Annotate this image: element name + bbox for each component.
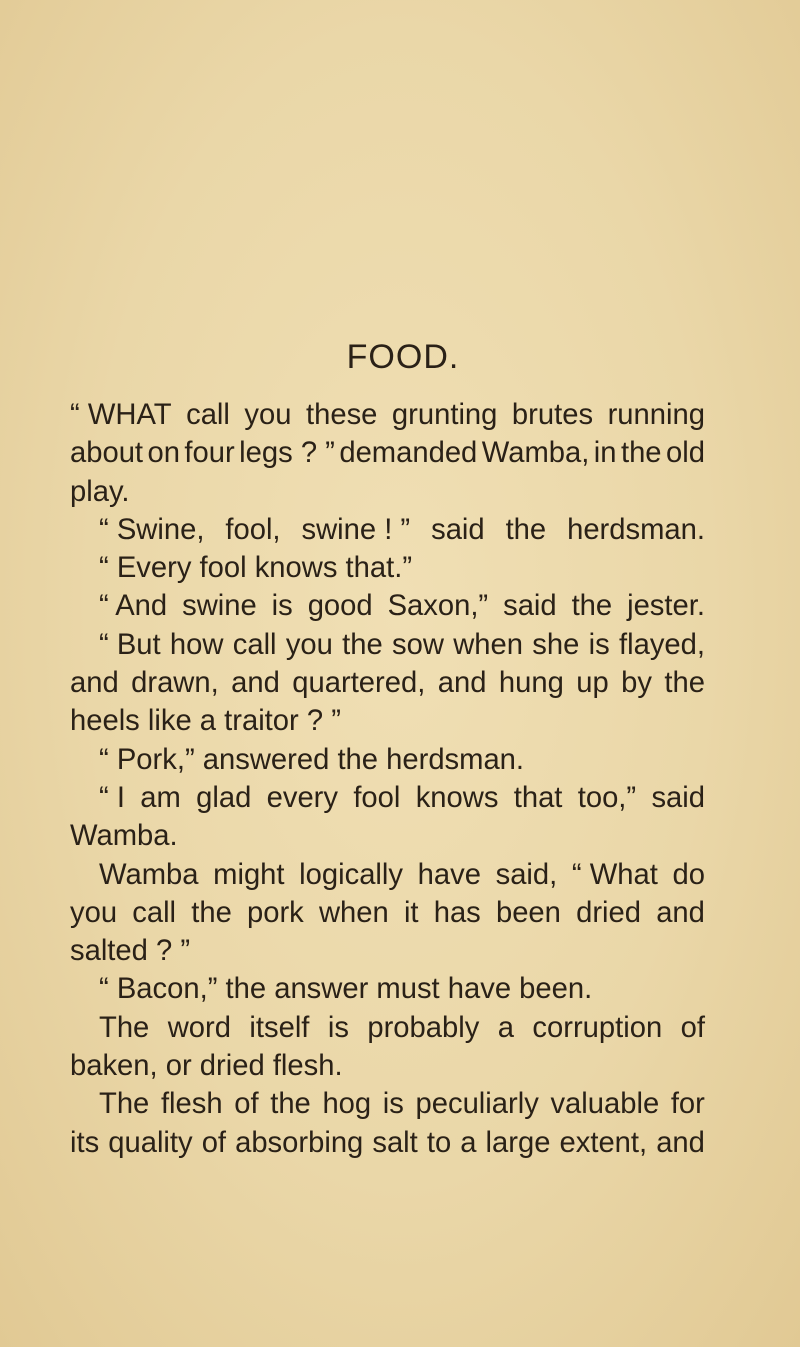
text-line: “ Bacon,” the answer must have been. [99,973,593,1006]
text-word: it [403,896,419,929]
text-word: am [140,781,181,814]
text-word: said [431,513,485,546]
text-word: been [495,896,561,929]
text-word: Wamba, [481,437,590,470]
text-word: the [342,628,383,661]
chapter-heading: FOOD. [346,338,460,376]
text-word: when [453,628,523,661]
text-word: the [664,667,705,700]
text-word: “ Swine, [99,513,205,546]
text-word: is [271,590,293,623]
text-word: hung [498,667,564,700]
text-line: play. [70,475,130,508]
text-word: grunting [391,399,498,431]
text-word: said [503,590,557,623]
text-word: valuable [550,1088,660,1121]
text-word: word [167,1011,231,1044]
text-word: and [656,896,705,929]
text-word: in [593,437,617,470]
text-line [70,664,705,702]
text-word: too,” [577,781,637,814]
text-word: the [191,896,232,929]
text-word: knows [415,781,499,814]
text-word: absorbing [235,1126,364,1159]
text-word: drawn, [131,667,219,700]
text-word: you [285,628,333,661]
text-word: flayed, [619,628,705,661]
text-word: that [513,781,563,814]
text-word: legs ? ” [239,437,335,470]
text-word: the [505,513,547,546]
text-word: old [666,437,705,470]
text-word: glad [196,781,252,814]
text-word: is [382,1088,404,1121]
text-word: itself [249,1011,310,1044]
text-word: by [621,667,652,700]
text-word: and [70,667,119,700]
text-line [70,434,705,472]
text-line: heels like a traitor ? ” [70,705,341,738]
text-word: and [656,1126,705,1159]
text-line: “ Every fool knows that.” [99,552,413,585]
text-word: every [266,781,338,814]
text-word: do [672,858,705,891]
text-word: these [306,399,378,431]
text-word: “ But [99,628,161,661]
text-line [70,396,705,434]
text-word: has [433,896,481,929]
text-word: jester. [627,590,705,623]
text-line [70,894,705,932]
text-word: about [70,437,144,470]
text-word: call [132,896,177,929]
text-word: logically [299,858,403,891]
text-line [70,1124,705,1162]
text-word: of [234,1088,259,1121]
text-word: how [169,628,224,661]
text-word: four [184,437,235,470]
text-word: herdsman. [567,513,705,546]
text-word: and [231,667,280,700]
text-word: and [437,667,487,700]
text-line [70,856,705,894]
text-word: is [327,1011,349,1044]
text-word: a [497,1011,514,1044]
text-line [70,626,705,664]
text-word: The [99,1088,150,1121]
text-word: flesh [160,1088,223,1121]
text-word: of [680,1011,705,1044]
text-line: Wamba. [70,820,178,853]
text-word: have [417,858,481,891]
text-line [70,587,705,625]
text-word: quality [108,1126,193,1159]
text-word: of [201,1126,227,1159]
text-word: swine ! ” [301,513,411,546]
text-line: “ Pork,” answered the herdsman. [99,743,525,776]
text-word: sow [392,628,444,661]
text-word: running [607,399,705,431]
text-word: swine [182,590,257,623]
text-word: Saxon,” [387,590,489,623]
text-line: salted ? ” [70,935,191,968]
text-word: a [460,1126,477,1159]
text-line [70,779,705,817]
text-word: up [576,667,609,700]
text-word: the [571,590,613,623]
text-word: “ What [571,858,658,891]
text-word: you [70,896,118,929]
text-word: probably [367,1011,480,1044]
text-word: the [270,1088,311,1121]
text-word: said [651,781,705,814]
text-word: dried [576,896,641,929]
text-word: large [485,1126,551,1159]
text-word: “ WHAT [70,399,172,431]
text-word: pork [247,896,304,929]
text-word: hog [322,1088,372,1121]
text-word: brutes [511,399,594,431]
text-word: call [232,628,277,661]
text-line [70,511,705,549]
text-word: for [670,1088,705,1121]
text-word: Wamba [99,858,199,891]
text-word: salt [372,1126,418,1159]
text-word: fool [353,781,401,814]
text-word: to [426,1126,452,1159]
text-word: when [318,896,389,929]
text-word: call [186,399,230,431]
text-word: might [213,858,285,891]
text-line [70,1085,705,1123]
text-word: fool, [225,513,281,546]
text-word: the [620,437,662,470]
text-word: she [532,628,580,661]
text-word: its [70,1126,100,1159]
text-word: corruption [532,1011,663,1044]
body-text [70,396,705,1162]
text-word: “ I [99,781,125,814]
text-word: quartered, [292,667,426,700]
text-word: peculiarly [415,1088,539,1121]
text-word: demanded [339,437,478,470]
text-word: The [99,1011,150,1044]
text-word: is [588,628,610,661]
text-word: extent, [559,1126,648,1159]
text-word: good [307,590,373,623]
text-line [70,1009,705,1047]
text-word: on [147,437,180,470]
text-line: baken, or dried flesh. [70,1050,343,1083]
text-word: said, [495,858,558,891]
text-word: you [244,399,292,431]
text-word: “ And [99,590,168,623]
